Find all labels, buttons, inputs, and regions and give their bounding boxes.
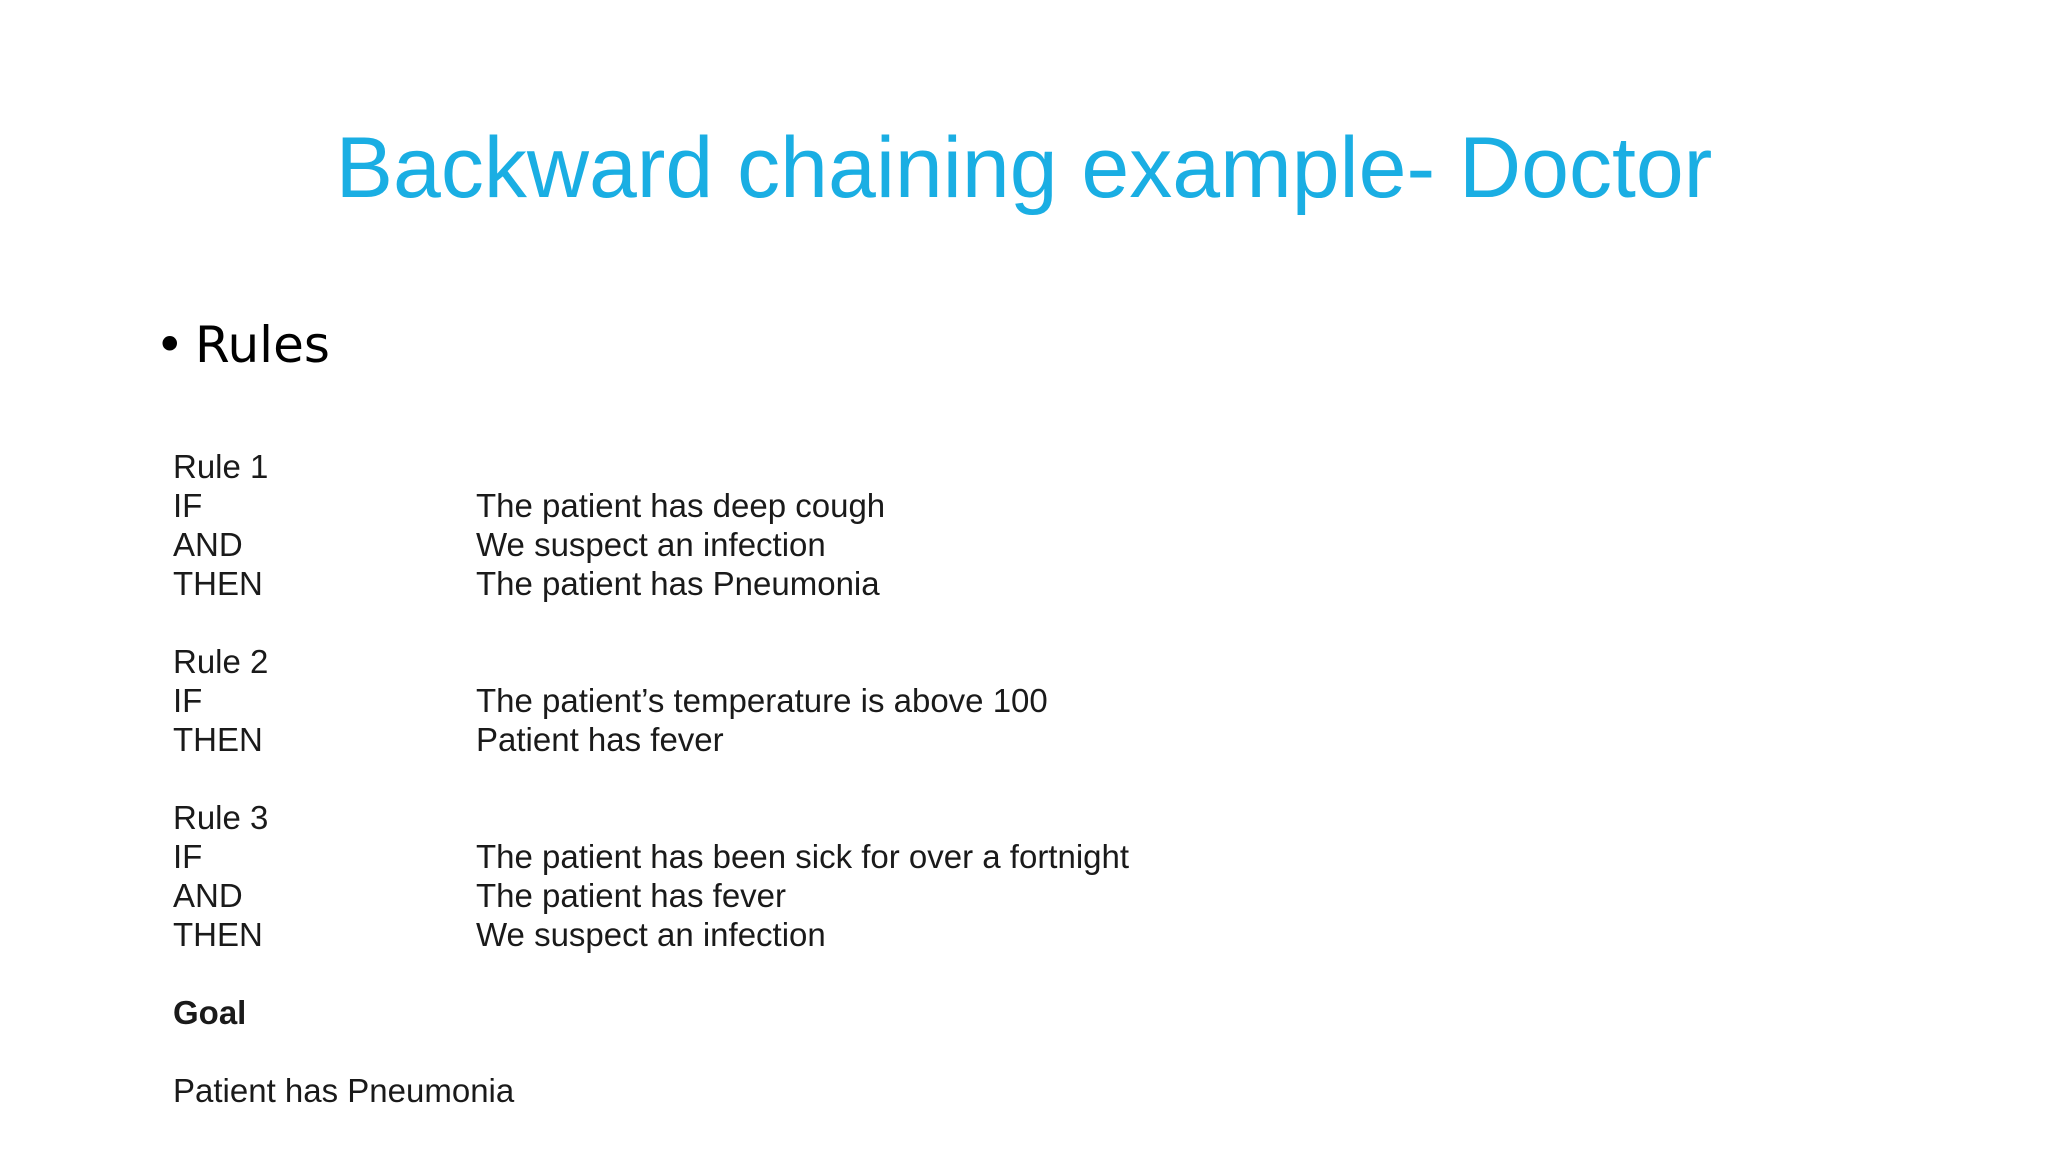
rule-1-row-then xyxy=(173,564,1373,603)
rule-condition: The patient has fever xyxy=(476,877,787,914)
rule-condition: The patient has deep cough xyxy=(476,487,886,524)
rule-keyword: THEN xyxy=(173,916,263,953)
goal-row xyxy=(173,1071,1373,1110)
rule-3-header xyxy=(173,798,1373,837)
goal-text: Patient has Pneumonia xyxy=(173,1072,515,1109)
rule-2-row-if xyxy=(173,681,1373,720)
bullet-rules xyxy=(155,312,330,378)
rule-keyword: AND xyxy=(173,526,243,563)
rule-conclusion: We suspect an infection xyxy=(476,916,826,953)
slide-title: Backward chaining example- Doctor xyxy=(335,120,1713,216)
rule-keyword: THEN xyxy=(173,721,263,758)
rule-keyword: IF xyxy=(173,682,203,719)
rule-1-row-if xyxy=(173,486,1373,525)
rule-3-row-then xyxy=(173,915,1373,954)
spacer xyxy=(173,603,1373,642)
rule-keyword: IF xyxy=(173,487,203,524)
spacer xyxy=(173,1032,1373,1071)
rule-label: Rule 1 xyxy=(173,448,269,485)
goal-header xyxy=(173,993,1373,1032)
rule-condition: We suspect an infection xyxy=(476,526,826,563)
rule-conclusion: Patient has fever xyxy=(476,721,724,758)
rule-2-header xyxy=(173,642,1373,681)
rule-keyword: AND xyxy=(173,877,243,914)
rule-2-row-then xyxy=(173,720,1373,759)
rule-condition: The patient has been sick for over a fortnight xyxy=(476,838,1130,875)
rule-label: Rule 3 xyxy=(173,799,269,836)
rule-label: Rule 2 xyxy=(173,643,269,680)
bullet-dot-icon: • xyxy=(155,316,185,374)
rule-1-header xyxy=(173,447,1373,486)
rule-keyword: THEN xyxy=(173,565,263,602)
rule-1-row-and xyxy=(173,525,1373,564)
rule-conclusion: The patient has Pneumonia xyxy=(476,565,880,602)
bullet-label: Rules xyxy=(195,316,330,374)
rule-3-row-if xyxy=(173,837,1373,876)
rules-block xyxy=(173,447,1373,1110)
rule-3-row-and xyxy=(173,876,1373,915)
spacer xyxy=(173,954,1373,993)
spacer xyxy=(173,759,1373,798)
rule-keyword: IF xyxy=(173,838,203,875)
rule-condition: The patient’s temperature is above 100 xyxy=(476,682,1048,719)
goal-label: Goal xyxy=(173,994,247,1031)
